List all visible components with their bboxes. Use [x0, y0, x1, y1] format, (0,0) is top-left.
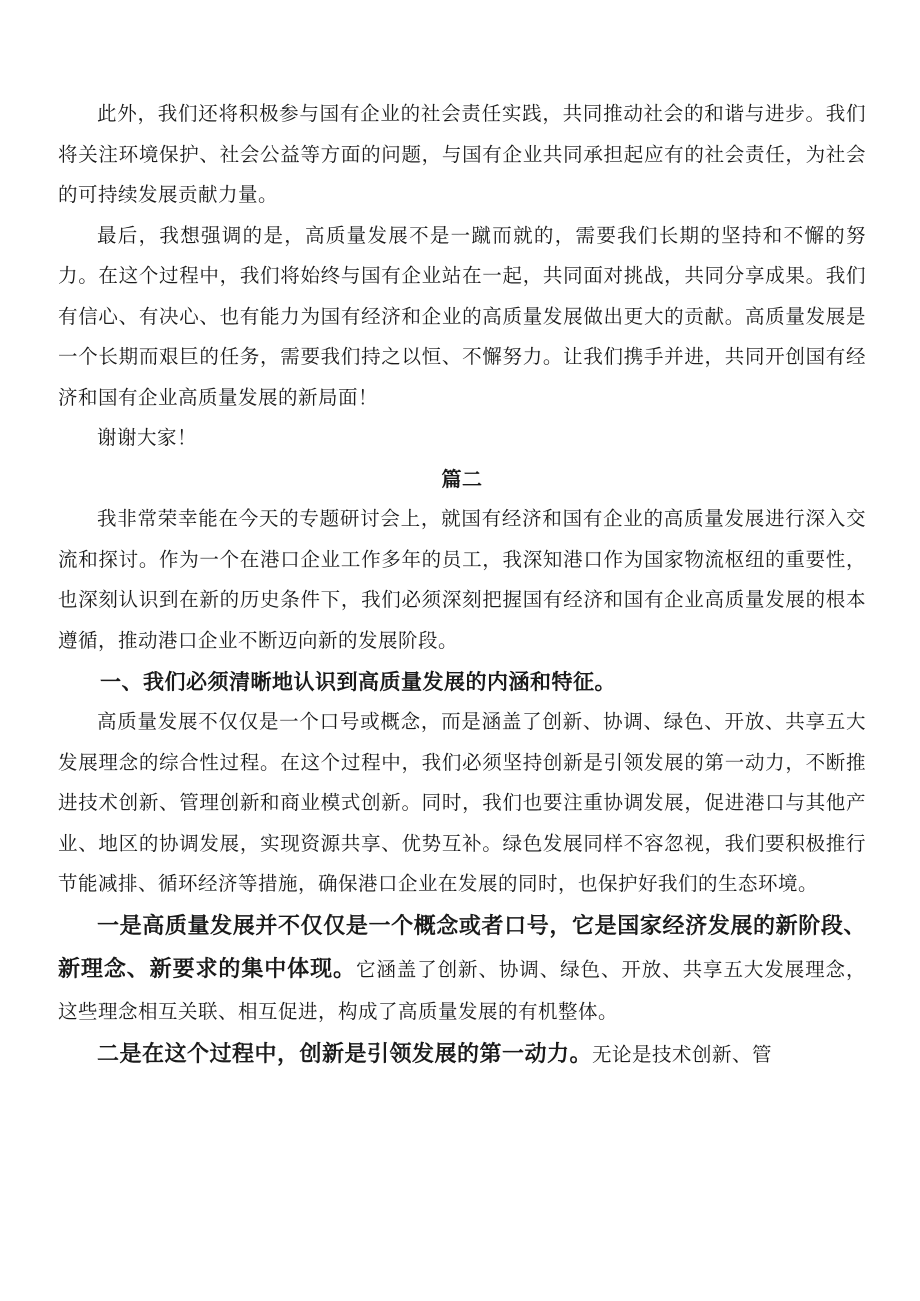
document-body	[58, 94, 866, 1076]
paragraph-social-responsibility: 此外，我们还将积极参与国有企业的社会责任实践，共同推动社会的和谐与进步。我们将关注环境保护、社会公益等方面的问题，与国有企业共同承担起应有的社会责任，为社会的可持续发展贡献力量。	[58, 102, 866, 206]
paragraph-point-two	[58, 1033, 866, 1076]
paragraph-thanks: 谢谢大家！	[97, 426, 198, 449]
section-heading-part-two: 篇二	[441, 466, 483, 491]
point-two-body: 无论是技术创新、管	[592, 1042, 773, 1066]
paragraph-introduction: 我非常荣幸能在今天的专题研讨会上，就国有经济和国有企业的高质量发展进行深入交流和探讨。作为一个在港口企业工作多年的员工，我深知港口作为国家物流枢纽的重要性，也深刻认识到在新的历史条件下，我们必须深刻把握国有经济和国有企业高质量发展的根本遵循，推动港口企业不断迈向新的发展阶段。	[58, 507, 866, 652]
paragraph-high-quality-development: 高质量发展不仅仅是一个口号或概念，而是涵盖了创新、协调、绿色、开放、共享五大发展理念的综合性过程。在这个过程中，我们必须坚持创新是引领发展的第一动力，不断推进技术创新、管理创新和商业模式创新。同时，我们也要注重协调发展，促进港口与其他产业、地区的协调发展，实现资源共享、优势互补。绿色发展同样不容忽视，我们要积极推行节能减排、循环经济等措施，确保港口企业在发展的同时，也保护好我们的生态环境。	[58, 710, 866, 895]
point-two-lead: 二是在这个过程中，创新是引领发展的第一动力。	[97, 1040, 593, 1067]
point-one-lead: 一是高质量发展并不仅仅是一个概念或者口号，它是国家经济发展的新阶段、新理念、新要求的集中体现。	[58, 912, 866, 982]
section-title-one: 一、我们必须清晰地认识到高质量发展的内涵和特征。	[100, 669, 616, 694]
paragraph-point-one	[58, 905, 866, 1033]
point-one-body: 它涵盖了创新、协调、绿色、开放、共享五大发展理念，这些理念相互关联、相互促进，构成了高质量发展的有机整体。	[58, 957, 866, 1023]
paragraph-conclusion: 最后，我想强调的是，高质量发展不是一蹴而就的，需要我们长期的坚持和不懈的努力。在这个过程中，我们将始终与国有企业站在一起，共同面对挑战，共同分享成果。我们有信心、有决心、也有能力为国有经济和企业的高质量发展做出更大的贡献。高质量发展是一个长期而艰巨的任务，需要我们持之以恒、不懈努力。让我们携手并进，共同开创国有经济和国有企业高质量发展的新局面！	[58, 223, 866, 409]
